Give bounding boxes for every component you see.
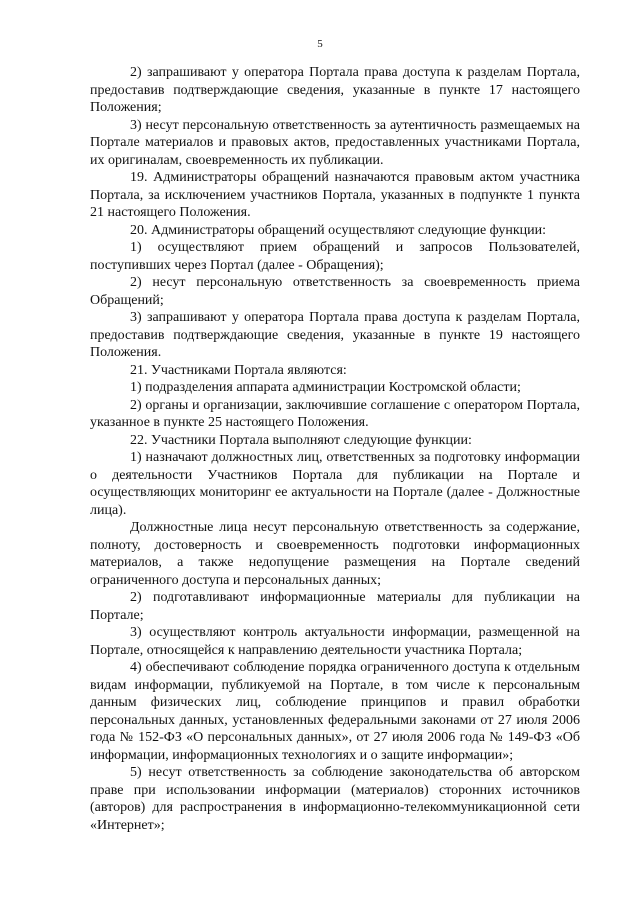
paragraph-20: 20. Администраторы обращений осуществляют следующие функции: xyxy=(130,222,547,238)
paragraph-21: 21. Участниками Портала являются: xyxy=(130,362,347,378)
paragraph-20-2: 2) несут персональную ответственность за своевременность приема Обращений; xyxy=(90,275,580,308)
paragraph-21-2: 2) органы и организации, заключившие соглашение с оператором Портала, указанное в пункте 25 настоящего Положения. xyxy=(90,397,580,430)
paragraph-18-2: 2) запрашивают у оператора Портала права доступа к разделам Портала, предоставив подтверждающие сведения, указанные в пункте 17 настоящего Положения; xyxy=(90,65,580,115)
paragraph-22: 22. Участники Портала выполняют следующие функции: xyxy=(130,432,472,448)
page-number: 5 xyxy=(317,38,323,50)
paragraph-22-1: 1) назначают должностных лиц, ответственных за подготовку информации о деятельности Участников Портала для публикации на Портале и осуществляющих мониторинг ее актуальности на Портале (далее - Должностные лица). xyxy=(90,450,580,518)
paragraph-22-1-officials: Должностные лица несут персональную ответственность за содержание, полноту, достоверность и своевременность подготовки информационных материалов, а также недопущение размещения на Портале сведений ограниченного доступа и персональных данных; xyxy=(90,520,580,588)
paragraph-22-3: 3) осуществляют контроль актуальности информации, размещенной на Портале, относящейся к направлению деятельности участника Портала; xyxy=(90,625,580,658)
paragraph-20-3: 3) запрашивают у оператора Портала права доступа к разделам Портала, предоставив подтверждающие сведения, указанные в пункте 19 настоящего Положения. xyxy=(90,310,580,360)
paragraph-18-3: 3) несут персональную ответственность за аутентичность размещаемых на Портале материалов и правовых актов, предоставленных участниками Портала, их оригиналам, своевременность их публикации. xyxy=(90,117,580,168)
paragraph-19: 19. Администраторы обращений назначаются правовым актом участника Портала, за исключением участников Портала, указанных в подпункте 1 пункта 21 настоящего Положения. xyxy=(90,170,580,220)
paragraph-20-1: 1) осуществляют прием обращений и запросов Пользователей, поступивших через Портал (далее - Обращения); xyxy=(90,240,580,273)
paragraph-21-1: 1) подразделения аппарата администрации Костромской области; xyxy=(130,380,521,395)
paragraph-22-2: 2) подготавливают информационные материалы для публикации на Портале; xyxy=(90,590,580,623)
paragraph-22-4: 4) обеспечивают соблюдение порядка ограниченного доступа к отдельным видам информации, публикуемой на Портале, в том числе к персональным данным физических лиц, соблюдение принципов и правил обработки персональных данных, установленных федеральными законами от 27 июля 2006 года № 152-ФЗ «О персональных данных», от 27 июля 2006 года № 149-ФЗ «Об информации, информационных технологиях и о защите информации»; xyxy=(90,660,580,763)
paragraph-22-5: 5) несут ответственность за соблюдение законодательства об авторском праве при использовании информации (материалов) сторонних источников (авторов) для распространения в информационно-телекоммуникационной сети «Интернет»; xyxy=(90,765,580,833)
document-body xyxy=(90,64,580,834)
